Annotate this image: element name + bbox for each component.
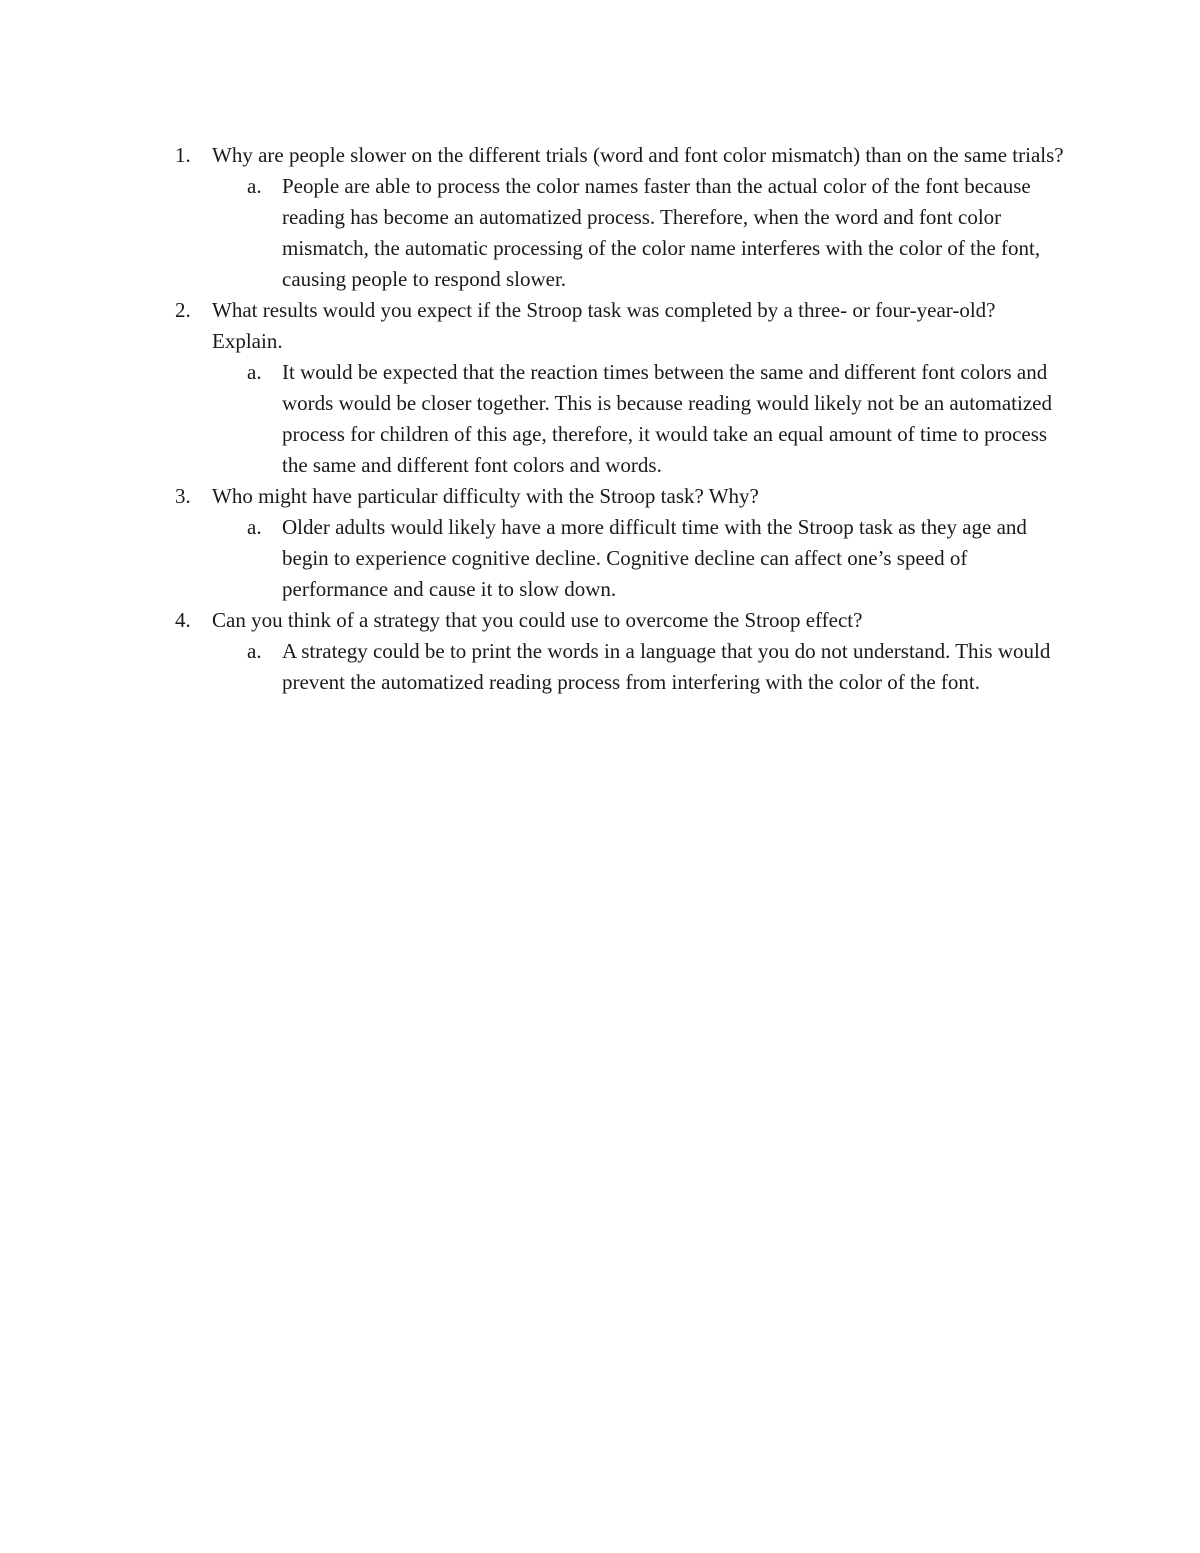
question-number: 2. [175, 298, 191, 322]
answer-item-1 [175, 171, 1065, 295]
answer-text: It would be expected that the reaction times between the same and different font colors and words would be closer together. This is because reading would likely not be an automatized process for children of this age, therefore, it would take an equal amount of time to process the same and different font colors and words. [282, 360, 1052, 477]
question-list [175, 140, 1065, 698]
question-item-3 [175, 481, 1065, 512]
answer-item-2 [175, 357, 1065, 481]
question-text: Why are people slower on the different trials (word and font color mismatch) than on the same trials? [212, 143, 1064, 167]
answer-label: a. [247, 515, 262, 539]
answer-label: a. [247, 639, 262, 663]
question-text: Who might have particular difficulty with the Stroop task? Why? [212, 484, 759, 508]
question-item-2 [175, 295, 1065, 357]
question-text: Can you think of a strategy that you could use to overcome the Stroop effect? [212, 608, 863, 632]
question-number: 4. [175, 608, 191, 632]
question-item-1 [175, 140, 1065, 171]
answer-text: A strategy could be to print the words in a language that you do not understand. This would prevent the automatized reading process from interfering with the color of the font. [282, 639, 1051, 694]
question-text: What results would you expect if the Stroop task was completed by a three- or four-year-old? Explain. [212, 298, 996, 353]
question-number: 3. [175, 484, 191, 508]
answer-label: a. [247, 360, 262, 384]
question-item-4 [175, 605, 1065, 636]
answer-label: a. [247, 174, 262, 198]
question-number: 1. [175, 143, 191, 167]
answer-item-3 [175, 512, 1065, 605]
answer-item-4 [175, 636, 1065, 698]
answer-text: People are able to process the color names faster than the actual color of the font because reading has become an automatized process. Therefore, when the word and font color mismatch, the automatic processing of the color name interferes with the color of the font, causing people to respond slower. [282, 174, 1041, 291]
answer-text: Older adults would likely have a more difficult time with the Stroop task as they age and begin to experience cognitive decline. Cognitive decline can affect one’s speed of performance and cause it to slow down. [282, 515, 1027, 601]
